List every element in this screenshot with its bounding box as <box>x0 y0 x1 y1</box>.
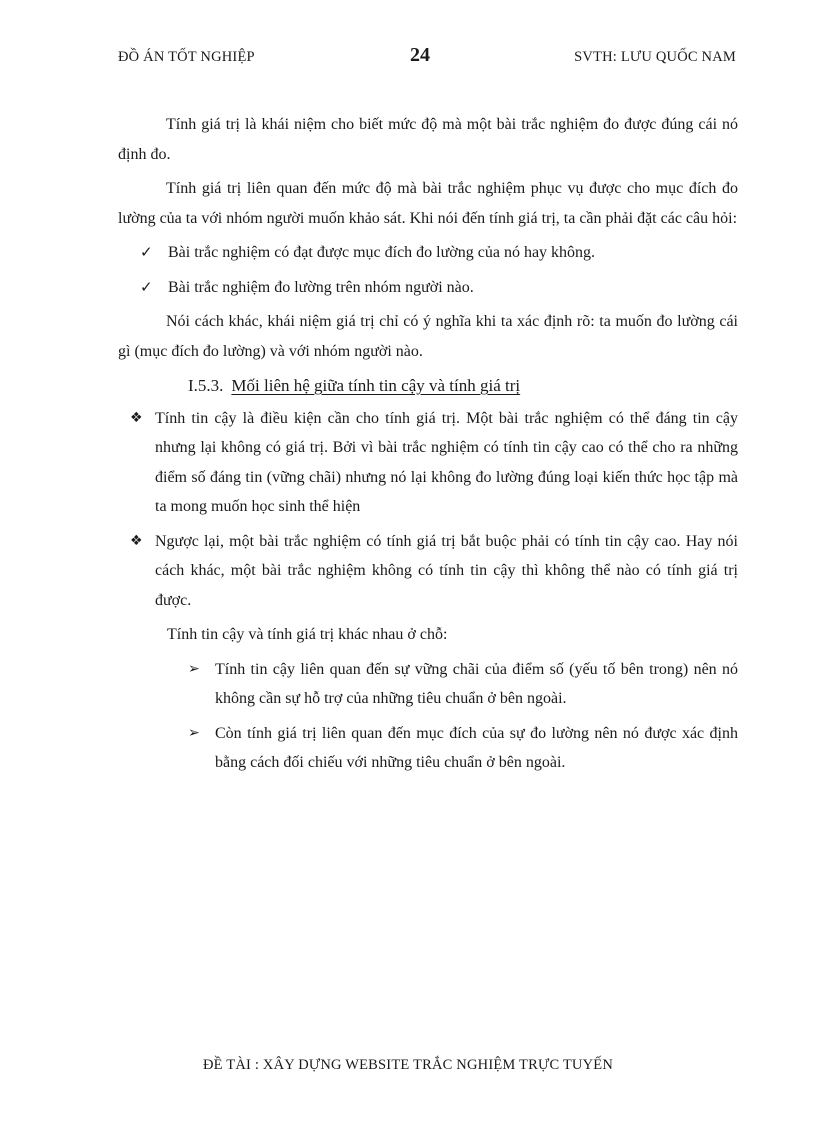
arrow-list-item-text: Còn tính giá trị liên quan đến mục đích của sự đo lường nên nó được xác định bằng cách đối chiếu với những tiêu chuẩn ở bên ngoài. <box>215 724 738 771</box>
diamond-bullet-icon: ❖ <box>130 532 143 549</box>
check-list-item-text: Bài trắc nghiệm đo lường trên nhóm người nào. <box>168 278 474 296</box>
diamond-list-item-text: Ngược lại, một bài trắc nghiệm có tính giá trị bắt buộc phải có tính tin cậy cao. Hay nói cách khác, một bài trắc nghiệm không có tính tin cậy thì không thể nào có tính giá trị được. <box>155 532 738 609</box>
arrow-list-item <box>118 655 738 714</box>
check-mark-icon: ✓ <box>140 243 153 261</box>
section-title: Mối liên hệ giữa tính tin cậy và tính giá trị <box>231 376 521 395</box>
page-body <box>118 110 738 783</box>
arrow-list-item-text: Tính tin cậy liên quan đến sự vững chãi của điểm số (yếu tố bên trong) nên nó không cần sự hỗ trợ của những tiêu chuẩn ở bên ngoài. <box>215 660 738 707</box>
arrow-bullet-icon: ➢ <box>188 660 200 677</box>
diamond-list-item <box>118 527 738 616</box>
paragraph-validity-definition: Tính giá trị là khái niệm cho biết mức độ mà một bài trắc nghiệm đo được đúng cái nó định đo. <box>118 116 738 163</box>
check-mark-icon: ✓ <box>140 277 153 296</box>
paragraph-validity-purpose: Tính giá trị liên quan đến mức độ mà bài trắc nghiệm phục vụ được cho mục đích đo lường của ta với nhóm người muốn khảo sát. Khi nói đến tính giá trị, ta cần phải đặt các câu hỏi: <box>118 180 738 227</box>
arrow-list-item <box>118 719 738 778</box>
page-footer: ĐỀ TÀI : XÂY DỰNG WEBSITE TRẮC NGHIỆM TRỰC TUYẾN <box>202 1057 614 1073</box>
page-number: 24 <box>410 44 430 66</box>
diamond-list-item-text: Tính tin cậy là điều kiện cần cho tính giá trị. Một bài trắc nghiệm có thể đáng tin cậy nhưng lại không có giá trị. Bởi vì bài trắc nghiệm có tính tin cậy cao có thể cho ra những điểm số đáng tin (vững chãi) nhưng nó lại không đo lường đúng loại kiến thức học tập mà ta mong muốn học sinh thể hiện <box>155 409 738 515</box>
check-list-item <box>118 273 738 303</box>
check-list-item-text: Bài trắc nghiệm có đạt được mục đích đo lường của nó hay không. <box>168 244 596 261</box>
paragraph-differences-intro: Tính tin cậy và tính giá trị khác nhau ở chỗ: <box>167 626 448 643</box>
header-student-name: SVTH: LƯU QUỐC NAM <box>574 49 736 65</box>
section-heading <box>188 371 738 401</box>
diamond-bullet-icon: ❖ <box>130 409 143 426</box>
diamond-list-item <box>118 404 738 522</box>
header-thesis-label: ĐỒ ÁN TỐT NGHIỆP <box>118 49 255 65</box>
check-list-item <box>118 238 738 268</box>
section-number: I.5.3. <box>188 376 224 395</box>
page-header <box>118 46 736 70</box>
arrow-bullet-icon: ➢ <box>188 724 200 741</box>
paragraph-validity-meaning: Nói cách khác, khái niệm giá trị chỉ có ý nghĩa khi ta xác định rõ: ta muốn đo lường cái gì (mục đích đo lường) và với nhóm người nào. <box>118 313 738 360</box>
